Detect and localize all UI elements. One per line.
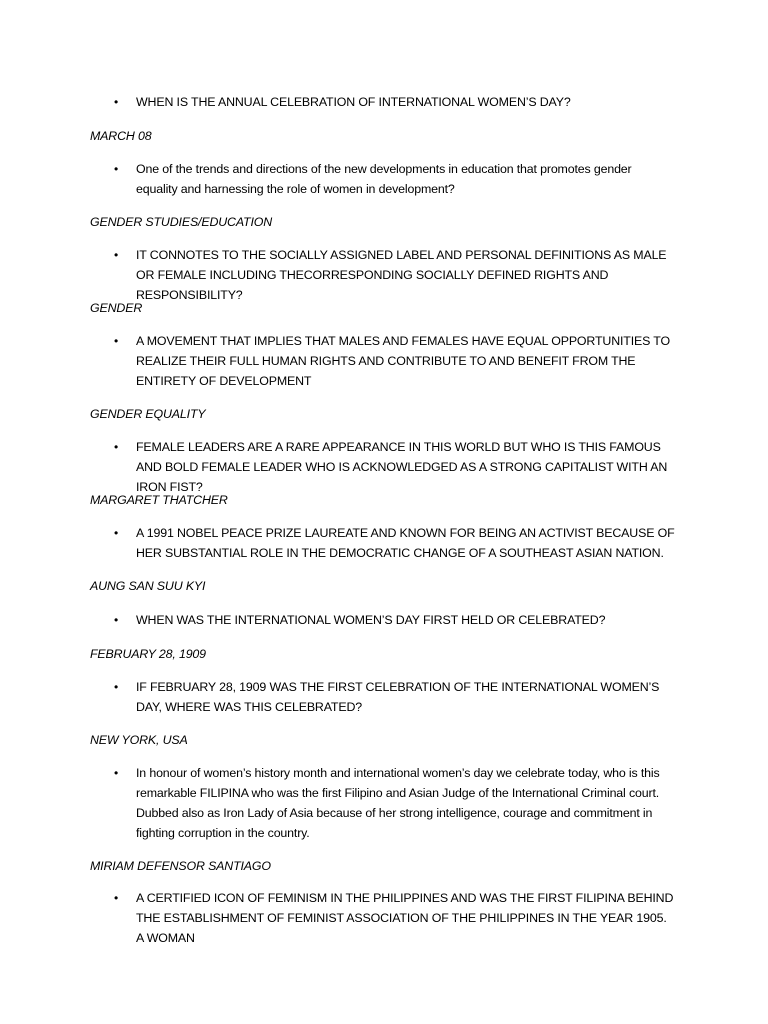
question-text: A MOVEMENT THAT IMPLIES THAT MALES AND FEMALES HAVE EQUAL OPPORTUNITIES TO REALIZE THEIR FULL HUMAN RIGHTS AND CONTRIBUTE TO AND BENEFIT FROM THE ENTIRETY OF DEVELOPMENT [136,334,670,388]
bullet-icon: • [114,680,119,694]
answer-text: GENDER [90,301,143,315]
answer-text: MARGARET THATCHER [90,493,228,507]
answer-text: AUNG SAN SUU KYI [90,579,206,593]
qa-item-9 [0,763,768,873]
bullet-icon: • [114,440,119,454]
qa-item-1 [0,92,768,143]
qa-item-5 [0,437,768,507]
bullet-icon: • [114,162,119,176]
question-text: In honour of women’s history month and international women’s day we celebrate today, who is this remarkable FILIPINA who was the first Filipino and Asian Judge of the International Criminal court. Dubbed also as Iron Lady of Asia because of her strong intelligence, courage and commitment in fighting corruption in the country. [136,766,660,840]
bullet-icon: • [114,248,119,262]
bullet-icon: • [114,334,119,348]
qa-item-4 [0,331,768,421]
answer-text: NEW YORK, USA [90,733,188,747]
bullet-icon: • [114,613,119,627]
question-text: A 1991 NOBEL PEACE PRIZE LAUREATE AND KNOWN FOR BEING AN ACTIVIST BECAUSE OF HER SUBSTANTIAL ROLE IN THE DEMOCRATIC CHANGE OF A SOUTHEAST ASIAN NATION. [136,526,675,560]
answer-text: FEBRUARY 28, 1909 [90,647,206,661]
bullet-icon: • [114,891,119,905]
qa-item-8 [0,677,768,747]
qa-item-7 [0,610,768,661]
question-text: A CERTIFIED ICON OF FEMINISM IN THE PHILIPPINES AND WAS THE FIRST FILIPINA BEHIND THE ESTABLISHMENT OF FEMINIST ASSOCIATION OF THE PHILIPPINES IN THE YEAR 1905. A WOMAN [136,891,674,945]
qa-item-10 [0,888,768,948]
qa-item-2 [0,159,768,229]
bullet-icon: • [114,95,119,109]
bullet-icon: • [114,526,119,540]
question-text: IF FEBRUARY 28, 1909 WAS THE FIRST CELEBRATION OF THE INTERNATIONAL WOMEN’S DAY, WHERE WAS THIS CELEBRATED? [136,680,660,714]
answer-text: MIRIAM DEFENSOR SANTIAGO [90,859,271,873]
question-text: IT CONNOTES TO THE SOCIALLY ASSIGNED LABEL AND PERSONAL DEFINITIONS AS MALE OR FEMALE INCLUDING THECORRESPONDING SOCIALLY DEFINED RIGHTS AND RESPONSIBILITY? [136,248,667,302]
question-text: One of the trends and directions of the new developments in education that promotes gender equality and harnessing the role of women in development? [136,162,632,196]
qa-item-6 [0,523,768,593]
answer-text: GENDER STUDIES/EDUCATION [90,215,273,229]
question-text: WHEN WAS THE INTERNATIONAL WOMEN’S DAY FIRST HELD OR CELEBRATED? [136,613,606,627]
question-text: FEMALE LEADERS ARE A RARE APPEARANCE IN THIS WORLD BUT WHO IS THIS FAMOUS AND BOLD FEMALE LEADER WHO IS ACKNOWLEDGED AS A STRONG CAPITALIST WITH AN IRON FIST? [136,440,668,494]
answer-text: MARCH 08 [90,129,152,143]
qa-item-3 [0,245,768,315]
bullet-icon: • [114,766,119,780]
question-text: WHEN IS THE ANNUAL CELEBRATION OF INTERNATIONAL WOMEN’S DAY? [136,95,571,109]
answer-text: GENDER EQUALITY [90,407,206,421]
